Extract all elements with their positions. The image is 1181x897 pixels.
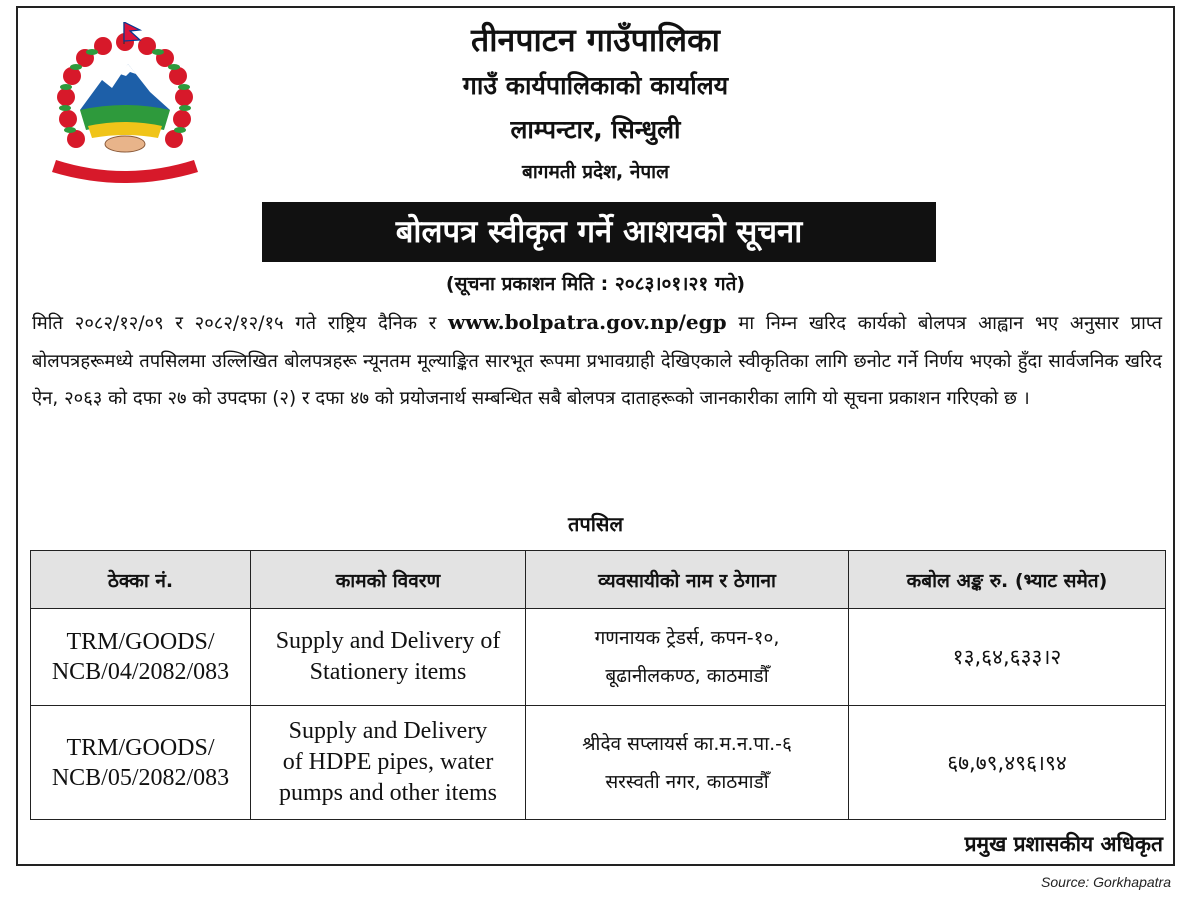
column-header-vendor: व्यवसायीको नाम र ठेगाना: [526, 551, 849, 609]
work-description: Supply and Delivery of Stationery items: [251, 609, 526, 706]
table-row: [31, 609, 1166, 706]
column-header-bid-amount: कबोल अङ्क रु. (भ्याट समेत): [849, 551, 1166, 609]
bid-amount: ६७,७९,४९६।९४: [849, 706, 1166, 820]
source-credit: Source: Gorkhapatra: [1041, 874, 1171, 890]
column-header-contract-no: ठेक्का नं.: [31, 551, 251, 609]
column-header-work-description: कामको विवरण: [251, 551, 526, 609]
work-description: Supply and Delivery of HDPE pipes, water pumps and other items: [251, 706, 526, 820]
vendor-name-address: गणनायक ट्रेडर्स, कपन-१०, बूढानीलकण्ठ, काठमाडौँ: [526, 609, 849, 706]
contracts-table: [30, 550, 1166, 820]
notice-body-start: मिति २०८२/१२/०९ र २०८२/१२/१५ गते राष्ट्रिय दैनिक र: [32, 313, 448, 334]
table-row: [31, 706, 1166, 820]
notice-body: [32, 304, 1162, 418]
office-address: लाम्पन्टार, सिन्धुली: [510, 115, 681, 144]
province-name: बागमती प्रदेश, नेपाल: [522, 161, 669, 183]
signatory-title: प्रमुख प्रशासकीय अधिकृत: [964, 832, 1163, 856]
municipality-name: तीनपाटन गाउँपालिका: [471, 21, 720, 59]
vendor-name-address: श्रीदेव सप्लायर्स का.म.न.पा.-६ सरस्वती नगर, काठमाडौँ: [526, 706, 849, 820]
contract-number: TRM/GOODS/ NCB/05/2082/083: [31, 706, 251, 820]
publication-date: (सूचना प्रकाशन मिति : २०८३।०१।२१ गते): [445, 273, 746, 295]
table-header-row: [31, 551, 1166, 609]
notice-body-end: मा निम्न खरिद कार्यको बोलपत्र आह्वान भए अनुसार प्राप्त बोलपत्रहरूमध्ये तपसिलमा उल्लिखित बोलपत्रहरू न्यूनतम मूल्याङ्कित सारभूत रूपमा प्रभावग्राही देखिएकाले स्वीकृतिका लागि छनोट गर्ने निर्णय भएको हुँदा सार्वजनिक खरिद ऐन, २०६३ को दफा २७ को उपदफा (२) र दफा ४७ को प्रयोजनार्थ सम्बन्धित सबै बोलपत्र दाताहरूको जानकारीका लागि यो सूचना प्रकाशन गरिएको छ ।: [32, 313, 1162, 409]
office-name: गाउँ कार्यपालिकाको कार्यालय: [462, 71, 729, 100]
bid-amount: १३,६४,६३३।२: [849, 609, 1166, 706]
schedule-heading: तपसिल: [567, 512, 624, 536]
bolpatra-url-link[interactable]: www.bolpatra.gov.np/egp: [447, 310, 727, 334]
contract-number: TRM/GOODS/ NCB/04/2082/083: [31, 609, 251, 706]
notice-title: बोलपत्र स्वीकृत गर्ने आशयको सूचना: [262, 202, 936, 262]
notice-frame: [16, 6, 1175, 866]
